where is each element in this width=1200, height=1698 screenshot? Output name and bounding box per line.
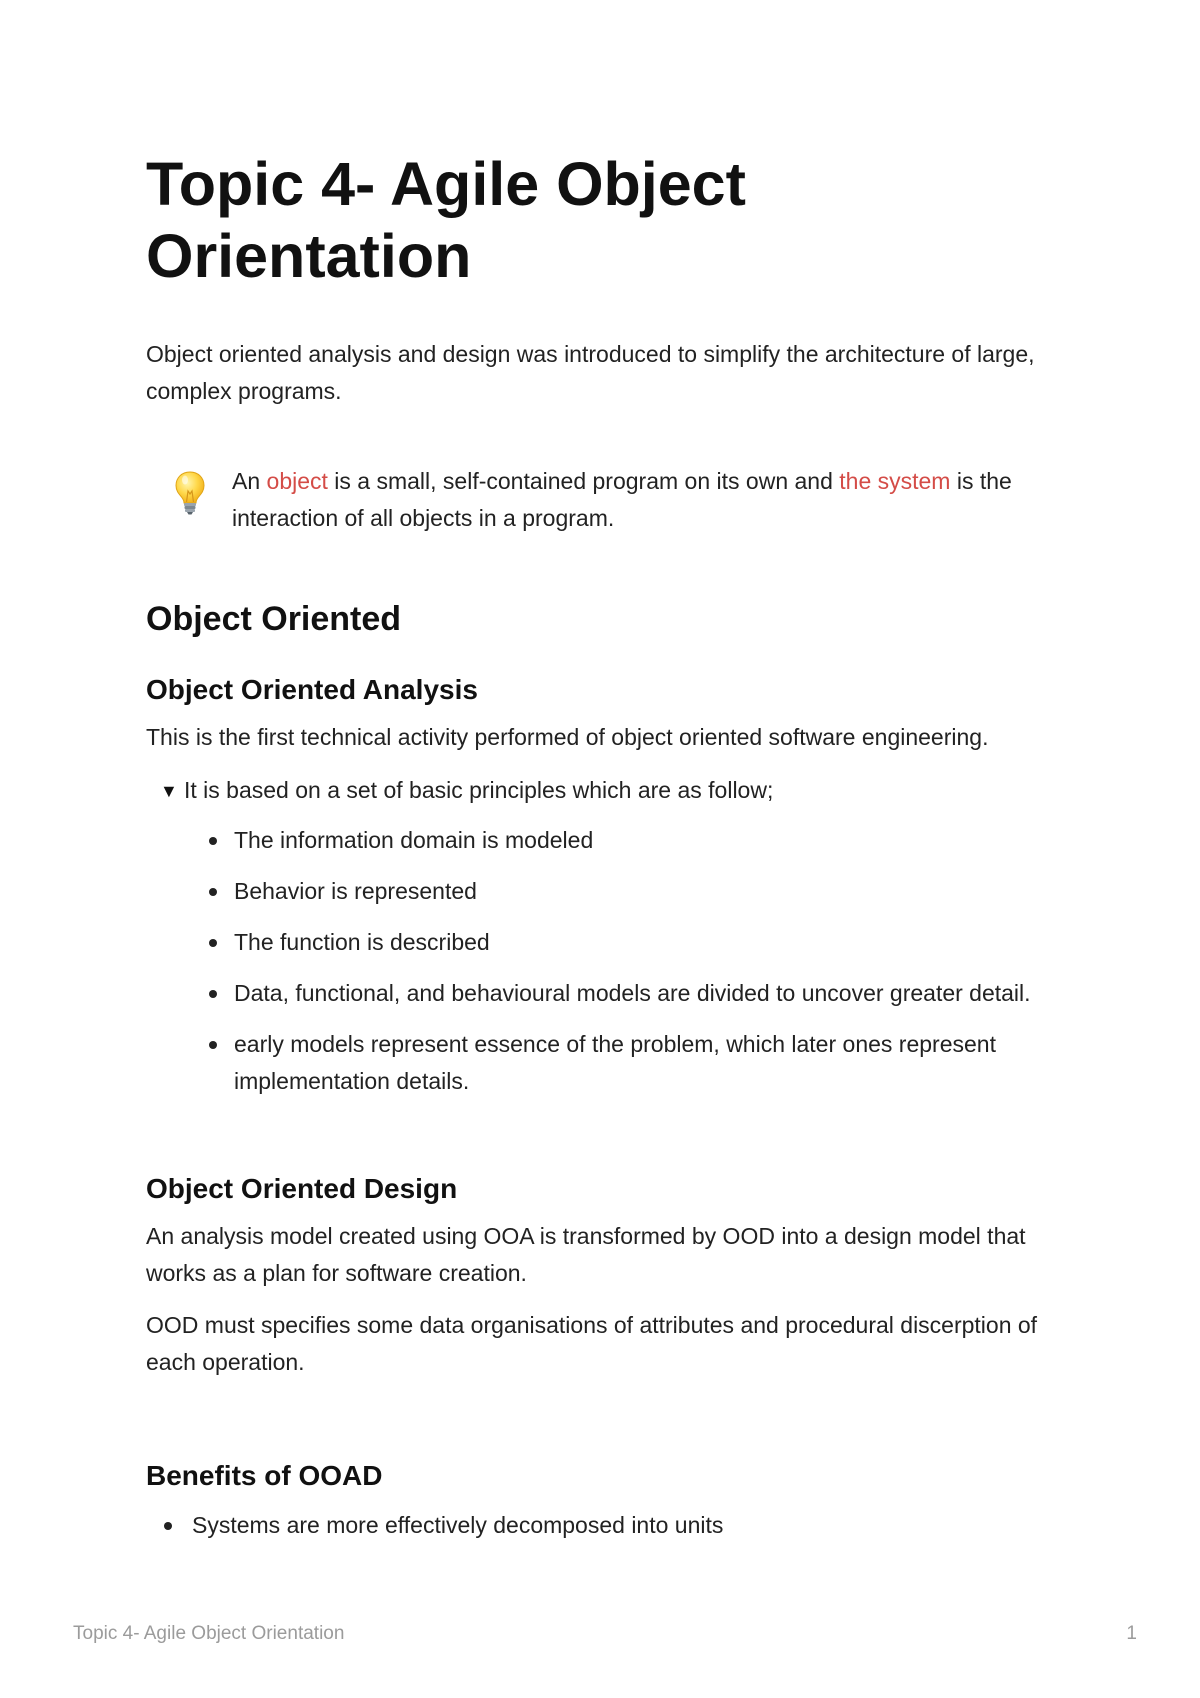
highlight-object: object xyxy=(266,468,328,494)
bullet-icon xyxy=(209,990,217,998)
footer-title: Topic 4- Agile Object Orientation xyxy=(73,1623,345,1644)
list-item xyxy=(206,873,1046,910)
heading-object-oriented: Object Oriented xyxy=(146,600,402,638)
ooa-paragraph: This is the first technical activity performed of object oriented software engineering. xyxy=(146,724,989,750)
toggle-label: It is based on a set of basic principles which are as follow; xyxy=(184,777,774,803)
list-item-text: Systems are more effectively decomposed into units xyxy=(192,1512,724,1538)
bullet-icon xyxy=(209,837,217,845)
list-item-text: The information domain is modeled xyxy=(234,827,594,853)
callout-middle: is a small, self-contained program on its own and xyxy=(327,468,840,494)
callout-text xyxy=(232,463,1032,537)
bullet-icon xyxy=(209,939,217,947)
list-item-text: Data, functional, and behavioural models are divided to uncover greater detail. xyxy=(234,980,1031,1006)
intro-paragraph: Object oriented analysis and design was introduced to simplify the architecture of large, complex programs. xyxy=(146,341,1035,404)
benefits-list xyxy=(164,1507,1044,1544)
ood-paragraph-2: OOD must specifies some data organisations of attributes and procedural discerption of each operation. xyxy=(146,1312,1038,1375)
principles-list xyxy=(206,822,1046,1114)
bullet-icon xyxy=(164,1522,172,1530)
footer-page-number: 1 xyxy=(1126,1623,1137,1644)
list-item xyxy=(206,924,1046,961)
heading-benefits-of-ooad: Benefits of OOAD xyxy=(146,1460,383,1491)
heading-object-oriented-design: Object Oriented Design xyxy=(146,1173,458,1204)
callout-prefix: An xyxy=(232,468,267,494)
list-item-text: Behavior is represented xyxy=(234,878,477,904)
list-item xyxy=(164,1507,1044,1544)
callout-suffix: is the interaction of all objects in a program. xyxy=(232,468,1012,531)
toggle-arrow-icon[interactable]: ▼ xyxy=(160,781,178,801)
list-item xyxy=(206,822,1046,859)
list-item-text: early models represent essence of the problem, which later ones represent implementation details. xyxy=(234,1031,996,1094)
list-item-text: The function is described xyxy=(234,929,490,955)
list-item xyxy=(206,975,1046,1012)
lightbulb-icon xyxy=(174,471,206,515)
bullet-icon xyxy=(209,1041,217,1049)
highlight-the-system: the system xyxy=(839,468,951,494)
bullet-icon xyxy=(209,888,217,896)
principles-toggle[interactable] xyxy=(160,772,1040,810)
page-title: Topic 4- Agile Object Orientation xyxy=(146,150,746,290)
heading-object-oriented-analysis: Object Oriented Analysis xyxy=(146,674,478,705)
ood-paragraph-1: An analysis model created using OOA is transformed by OOD into a design model that works as a plan for software creation. xyxy=(146,1223,1026,1286)
list-item xyxy=(206,1026,1046,1100)
